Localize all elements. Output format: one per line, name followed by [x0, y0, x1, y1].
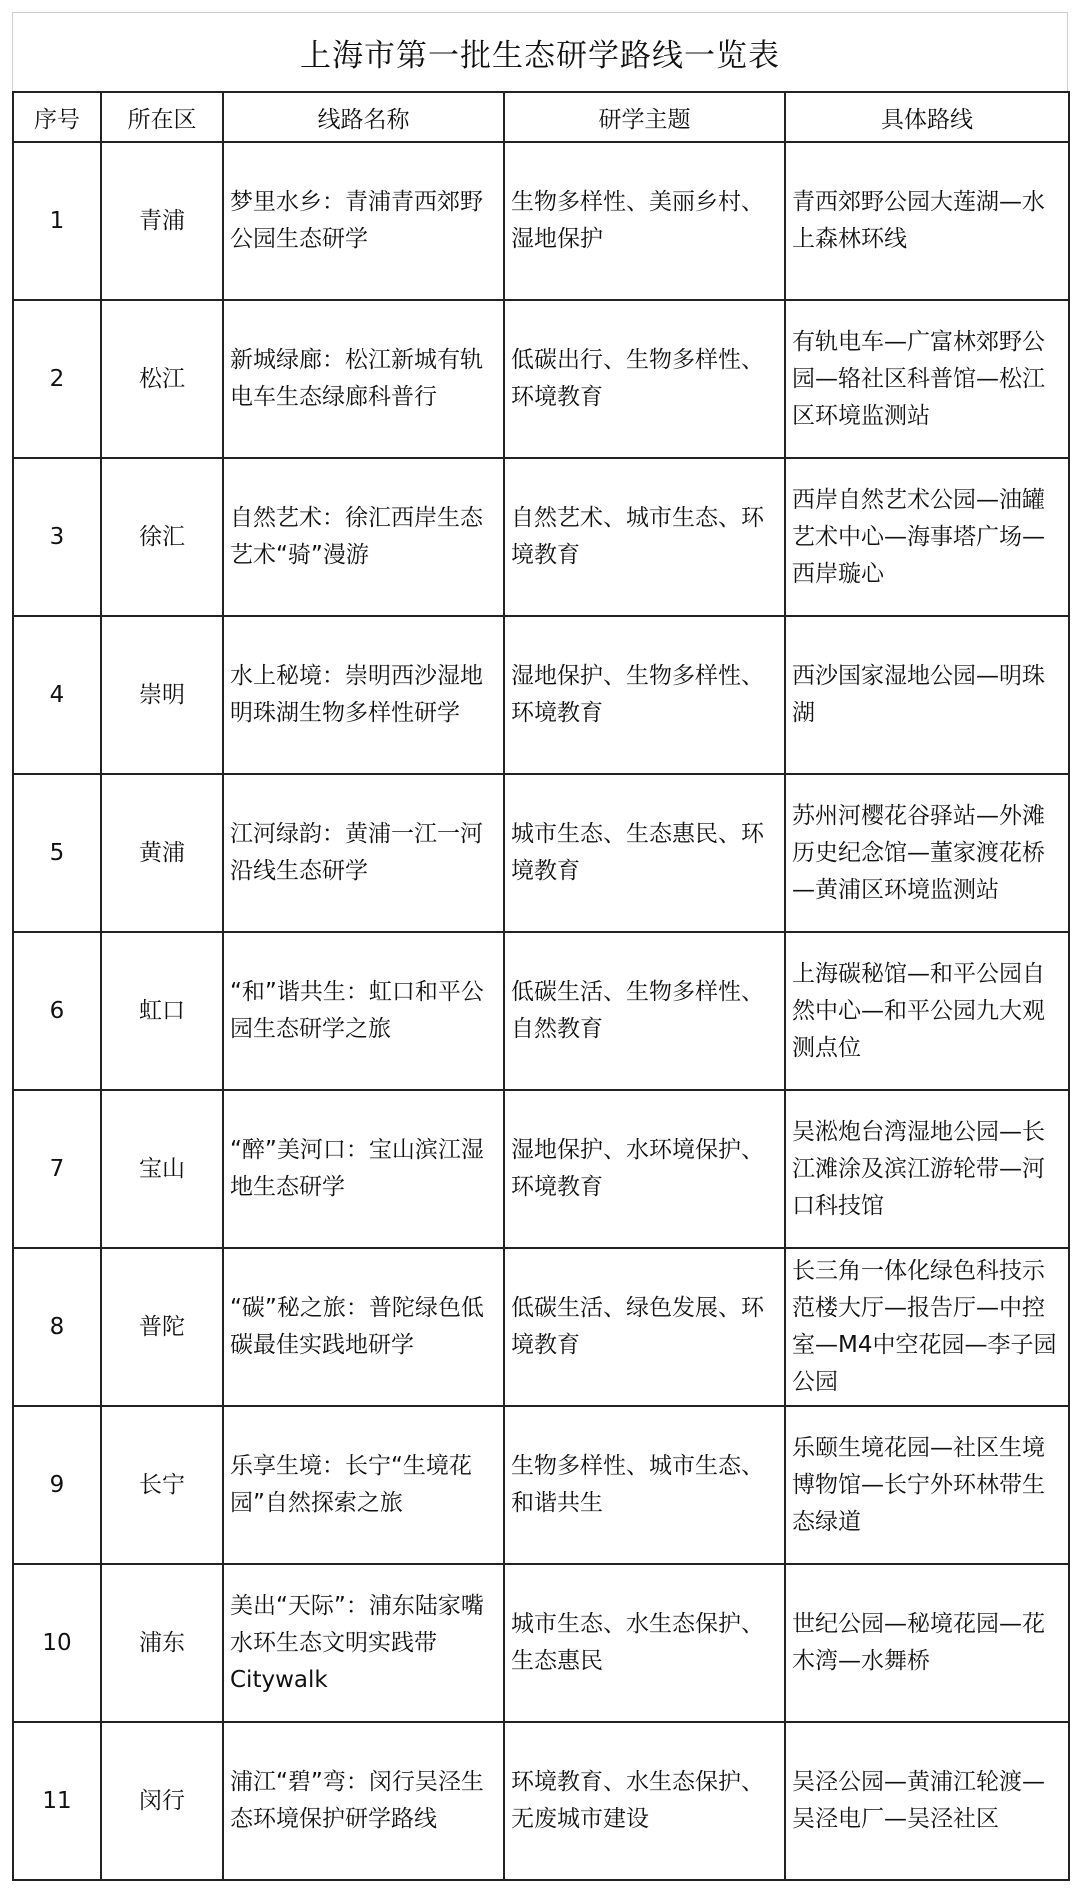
row-route-name: 浦江“碧”弯：闵行吴泾生态环境保护研学路线 [223, 1722, 504, 1880]
header-no: 序号 [13, 92, 101, 142]
route-table [12, 91, 1070, 1881]
row-route-detail: 西沙国家湿地公园—明珠湖 [785, 616, 1069, 774]
row-theme: 低碳出行、生物多样性、环境教育 [504, 300, 785, 458]
table-row [13, 932, 1069, 1090]
row-number: 6 [13, 932, 101, 1090]
row-route-detail: 苏州河樱花谷驿站—外滩历史纪念馆—董家渡花桥—黄浦区环境监测站 [785, 774, 1069, 932]
table-row [13, 142, 1069, 300]
row-route-detail: 吴淞炮台湾湿地公园—长江滩涂及滨江游轮带—河口科技馆 [785, 1090, 1069, 1248]
row-theme: 生物多样性、美丽乡村、湿地保护 [504, 142, 785, 300]
row-number: 5 [13, 774, 101, 932]
table-row [13, 1564, 1069, 1722]
title-box [12, 12, 1068, 91]
table-row [13, 1722, 1069, 1880]
header-route-detail: 具体路线 [785, 92, 1069, 142]
table-row [13, 1406, 1069, 1564]
row-route-name: 自然艺术：徐汇西岸生态艺术“骑”漫游 [223, 458, 504, 616]
header-route-name: 线路名称 [223, 92, 504, 142]
row-district: 青浦 [101, 142, 223, 300]
header-row [13, 92, 1069, 142]
row-route-detail: 吴泾公园—黄浦江轮渡—吴泾电厂—吴泾社区 [785, 1722, 1069, 1880]
row-district: 黄浦 [101, 774, 223, 932]
row-route-detail: 青西郊野公园大莲湖—水上森林环线 [785, 142, 1069, 300]
table-row [13, 300, 1069, 458]
row-theme: 湿地保护、水环境保护、环境教育 [504, 1090, 785, 1248]
row-route-detail: 世纪公园—秘境花园—花木湾—水舞桥 [785, 1564, 1069, 1722]
row-district: 宝山 [101, 1090, 223, 1248]
table-row [13, 458, 1069, 616]
row-district: 虹口 [101, 932, 223, 1090]
row-number: 9 [13, 1406, 101, 1564]
table-body [13, 142, 1069, 1880]
row-route-name: 乐享生境：长宁“生境花园”自然探索之旅 [223, 1406, 504, 1564]
row-route-name: 江河绿韵：黄浦一江一河沿线生态研学 [223, 774, 504, 932]
row-route-detail: 西岸自然艺术公园—油罐艺术中心—海事塔广场—西岸璇心 [785, 458, 1069, 616]
row-route-detail: 乐颐生境花园—社区生境博物馆—长宁外环林带生态绿道 [785, 1406, 1069, 1564]
page-title: 上海市第一批生态研学路线一览表 [300, 37, 780, 74]
row-theme: 自然艺术、城市生态、环境教育 [504, 458, 785, 616]
row-route-name: “醉”美河口：宝山滨江湿地生态研学 [223, 1090, 504, 1248]
row-route-name: 新城绿廊：松江新城有轨电车生态绿廊科普行 [223, 300, 504, 458]
row-route-name: “碳”秘之旅：普陀绿色低碳最佳实践地研学 [223, 1248, 504, 1406]
table-row [13, 1090, 1069, 1248]
row-theme: 低碳生活、生物多样性、自然教育 [504, 932, 785, 1090]
row-number: 2 [13, 300, 101, 458]
row-theme: 湿地保护、生物多样性、环境教育 [504, 616, 785, 774]
row-district: 普陀 [101, 1248, 223, 1406]
row-theme: 环境教育、水生态保护、无废城市建设 [504, 1722, 785, 1880]
row-theme: 城市生态、生态惠民、环境教育 [504, 774, 785, 932]
row-route-detail: 上海碳秘馆—和平公园自然中心—和平公园九大观测点位 [785, 932, 1069, 1090]
row-theme: 低碳生活、绿色发展、环境教育 [504, 1248, 785, 1406]
row-route-detail: 长三角一体化绿色科技示范楼大厅—报告厅—中控室—M4中空花园—李子园公园 [785, 1248, 1069, 1406]
row-number: 1 [13, 142, 101, 300]
table-row [13, 774, 1069, 932]
row-number: 4 [13, 616, 101, 774]
row-district: 浦东 [101, 1564, 223, 1722]
row-theme: 生物多样性、城市生态、和谐共生 [504, 1406, 785, 1564]
table-row [13, 616, 1069, 774]
row-route-detail: 有轨电车—广富林郊野公园—辂社区科普馆—松江区环境监测站 [785, 300, 1069, 458]
row-district: 闵行 [101, 1722, 223, 1880]
header-district: 所在区 [101, 92, 223, 142]
row-number: 11 [13, 1722, 101, 1880]
table-row [13, 1248, 1069, 1406]
row-route-name: 梦里水乡：青浦青西郊野公园生态研学 [223, 142, 504, 300]
header-theme: 研学主题 [504, 92, 785, 142]
route-table-sheet [12, 12, 1068, 1881]
row-district: 徐汇 [101, 458, 223, 616]
row-district: 崇明 [101, 616, 223, 774]
row-number: 10 [13, 1564, 101, 1722]
row-route-name: “和”谐共生：虹口和平公园生态研学之旅 [223, 932, 504, 1090]
row-route-name: 水上秘境：崇明西沙湿地明珠湖生物多样性研学 [223, 616, 504, 774]
row-district: 松江 [101, 300, 223, 458]
row-number: 7 [13, 1090, 101, 1248]
row-route-name: 美出“天际”：浦东陆家嘴水环生态文明实践带Citywalk [223, 1564, 504, 1722]
row-number: 8 [13, 1248, 101, 1406]
row-district: 长宁 [101, 1406, 223, 1564]
row-theme: 城市生态、水生态保护、生态惠民 [504, 1564, 785, 1722]
row-number: 3 [13, 458, 101, 616]
